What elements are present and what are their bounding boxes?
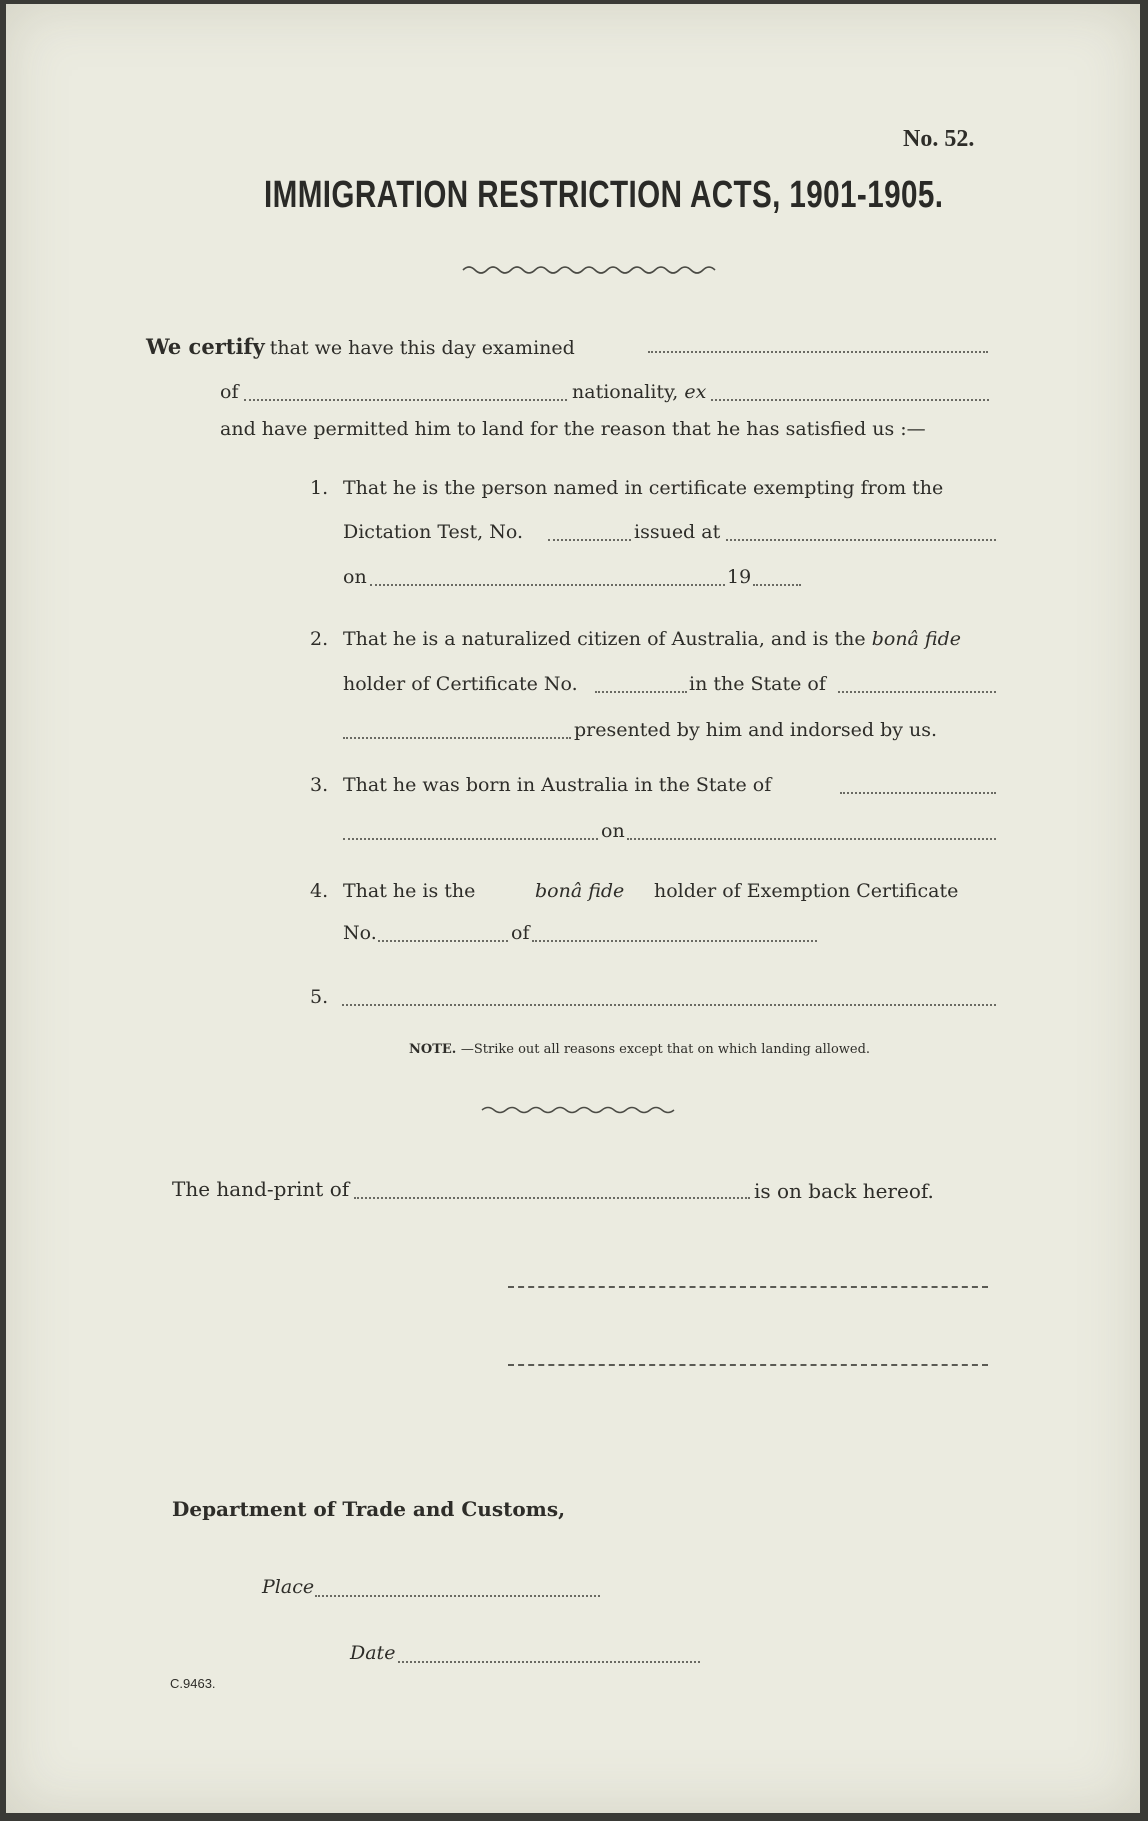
certificate-number-field[interactable]	[595, 691, 687, 693]
of-place-field[interactable]	[244, 399, 567, 401]
handprint-label: The hand-print of	[172, 1177, 350, 1201]
exemption-no-label: No.	[343, 922, 377, 944]
reason-1-number: 1.	[310, 477, 329, 499]
nationality-label: nationality,	[572, 381, 679, 403]
examined-name-field[interactable]	[648, 351, 988, 353]
exemption-number-field[interactable]	[378, 940, 508, 942]
bona-fide-2: bonâ fide	[535, 880, 625, 902]
reason-5-number: 5.	[310, 986, 329, 1008]
wavy-divider-top	[461, 260, 721, 280]
certify-text: that we have this day examined	[269, 337, 575, 359]
reason-3-text: That he was born in Australia in the State of	[343, 774, 772, 796]
date-field[interactable]	[398, 1661, 700, 1663]
ex-vessel-field[interactable]	[711, 399, 989, 401]
handprint-suffix: is on back hereof.	[754, 1179, 934, 1203]
reason-1-text: That he is the person named in certificate exempting from the	[343, 477, 944, 499]
reason-2-text: That he is a naturalized citizen of Australia, and is the	[343, 628, 866, 650]
reason-2-number: 2.	[310, 628, 329, 650]
bona-fide-1: bonâ fide	[871, 628, 962, 650]
handprint-name-field[interactable]	[354, 1197, 750, 1199]
permitted-line: and have permitted him to land for the reason that he has satisfied us :—	[220, 418, 926, 440]
reason-5-field[interactable]	[342, 1004, 996, 1006]
reason-4-number: 4.	[310, 880, 329, 902]
note-label: NOTE.	[409, 1042, 457, 1057]
form-title: IMMIGRATION RESTRICTION ACTS, 1901-1905.	[264, 174, 944, 216]
form-sheet	[6, 4, 1140, 1813]
reason-3-number: 3.	[310, 774, 329, 796]
birth-place-field[interactable]	[343, 838, 598, 840]
form-number: No. 52.	[903, 126, 975, 152]
presented-field[interactable]	[343, 737, 571, 739]
state-of-label-1: in the State of	[689, 673, 826, 695]
year-field[interactable]	[753, 584, 801, 586]
date-label: Date	[350, 1642, 396, 1664]
dictation-test-label: Dictation Test, No.	[343, 521, 524, 543]
issued-at-field[interactable]	[726, 539, 996, 541]
certificate-no-label: holder of Certificate No.	[343, 673, 578, 695]
exemption-of-field[interactable]	[532, 940, 817, 942]
note-text: —Strike out all reasons except that on which landing allowed.	[460, 1042, 871, 1057]
of-label: of	[220, 381, 239, 403]
place-field[interactable]	[315, 1595, 600, 1597]
of-label-2: of	[511, 922, 530, 944]
wavy-divider-middle	[480, 1102, 686, 1118]
ex-label: ex	[684, 381, 707, 403]
certify-lead: We certify	[146, 334, 265, 359]
signature-line-2[interactable]	[508, 1364, 988, 1366]
birth-state-field[interactable]	[840, 792, 996, 794]
dictation-test-number-field[interactable]	[548, 539, 631, 541]
reason-4-text-a: That he is the	[343, 880, 476, 902]
place-label: Place	[262, 1576, 315, 1598]
issued-at-label: issued at	[634, 521, 721, 543]
year-prefix-19: 19	[727, 566, 752, 588]
presented-text: presented by him and indorsed by us.	[574, 719, 938, 741]
birth-date-field[interactable]	[627, 838, 996, 840]
reason-4-text-c: holder of Exemption Certificate	[654, 880, 959, 902]
issued-on-date-field[interactable]	[370, 584, 725, 586]
state-field-1[interactable]	[838, 691, 996, 693]
on-label-1: on	[343, 566, 367, 588]
signature-line-1[interactable]	[508, 1286, 988, 1288]
on-label-2: on	[601, 820, 625, 842]
department-label: Department of Trade and Customs,	[172, 1497, 566, 1521]
form-code: C.9463.	[170, 1676, 216, 1691]
